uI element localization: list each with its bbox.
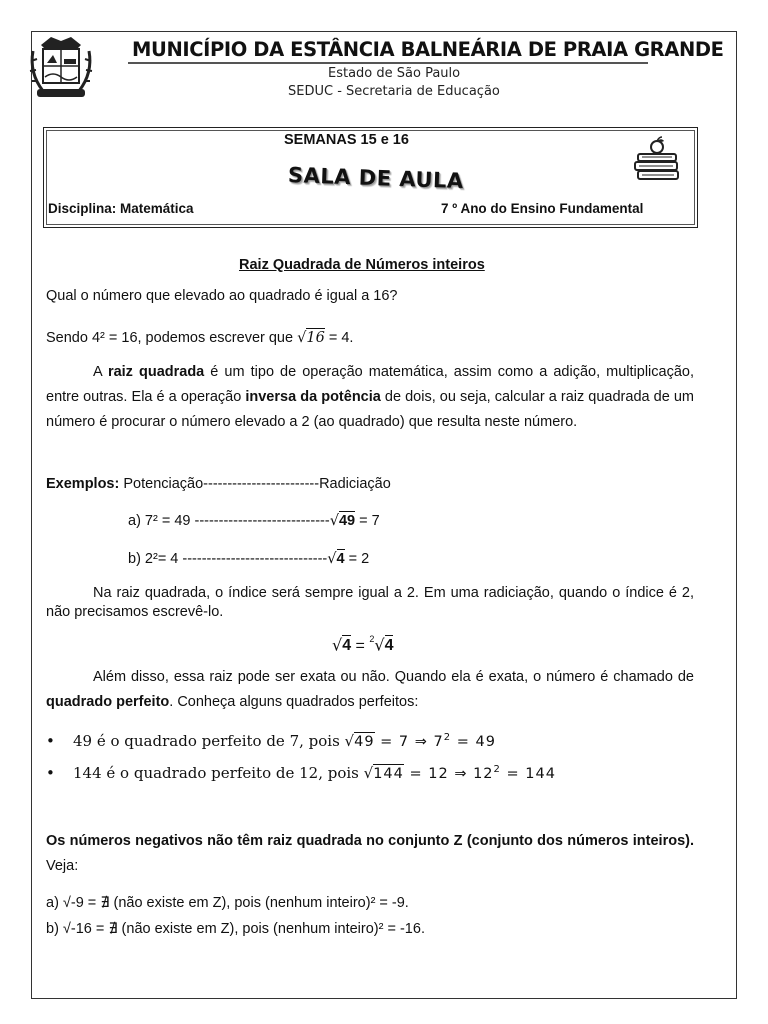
negatives-bold: Os números negativos não têm raiz quadrada no conjunto Z (conjunto dos números inteiros). bbox=[46, 833, 694, 849]
sqrt-symbol: √ bbox=[332, 635, 343, 655]
bullet-icon: • bbox=[46, 764, 55, 782]
negative-example-a: a) √-9 = ∄ (não existe em Z), pois (nenhum inteiro)² = -9. bbox=[46, 895, 409, 911]
subject-label: Disciplina: Matemática bbox=[48, 201, 194, 216]
bullet-radicand: 144 bbox=[373, 766, 404, 782]
sqrt-symbol: √ bbox=[297, 330, 307, 346]
p3-c: . Conheça alguns quadrados perfeitos: bbox=[169, 694, 419, 710]
list-item bbox=[46, 732, 496, 750]
p1-bold-inversa: inversa da potência bbox=[245, 389, 381, 405]
weeks-label: SEMANAS 15 e 16 bbox=[284, 132, 409, 148]
ex-a-post: = 7 bbox=[355, 513, 380, 529]
paragraph-raiz-quadrada bbox=[46, 360, 694, 435]
sendo-post: = 4. bbox=[324, 330, 354, 346]
paragraph-negativos bbox=[46, 829, 694, 879]
bullet-exponent: 2 bbox=[493, 764, 501, 775]
examples-line bbox=[46, 472, 391, 497]
example-a bbox=[128, 509, 380, 534]
municipal-crest-logo bbox=[27, 31, 95, 103]
negative-example-b: b) √-16 = ∄ (não existe em Z), pois (nenhum inteiro)² = -16. bbox=[46, 921, 425, 937]
p1-a: A bbox=[93, 364, 108, 380]
list-item bbox=[46, 764, 556, 782]
state-name: Estado de São Paulo bbox=[328, 66, 461, 81]
example-b bbox=[128, 547, 369, 572]
bullet-exponent: 2 bbox=[443, 732, 452, 743]
books-apple-icon bbox=[632, 136, 682, 182]
root-index: 2 bbox=[369, 634, 375, 644]
sendo-radicand: 16 bbox=[306, 330, 325, 346]
bullet-radicand: 49 bbox=[354, 734, 375, 750]
municipality-title: MUNICÍPIO DA ESTÂNCIA BALNEÁRIA DE PRAIA GRANDE bbox=[132, 38, 724, 61]
bullet-math: = 12 ⇒ 12 bbox=[403, 766, 494, 782]
lesson-title: Raiz Quadrada de Números inteiros bbox=[239, 257, 485, 273]
ex-b-pre: b) 2²= 4 ------------------------------ bbox=[128, 551, 328, 567]
bullet-text: 144 é o quadrado perfeito de 12, pois bbox=[73, 764, 364, 782]
p1-c: é um tipo de operação matemática, assim como a adição, multiplicação, entre outras. Ela é a operação bbox=[46, 364, 695, 405]
examples-label: Exemplos: bbox=[46, 476, 120, 492]
ex-b-radicand: 4 bbox=[336, 551, 345, 567]
index-eq-equals: = bbox=[351, 637, 370, 655]
ex-b-post: = 2 bbox=[344, 551, 370, 567]
classroom-banner: SALA DE AULA bbox=[287, 163, 465, 194]
ex-a-radicand: 49 bbox=[338, 513, 356, 529]
index-equation bbox=[332, 629, 393, 658]
sqrt-symbol: √ bbox=[327, 551, 337, 567]
p1-e: de dois, ou seja, calcular a raiz quadrada de um número é procurar o número elevado a 2 (ao quadrado) que resulta neste número. bbox=[46, 389, 694, 430]
paragraph-quadrado-perfeito bbox=[46, 665, 694, 715]
department-name: SEDUC - Secretaria de Educação bbox=[288, 84, 500, 99]
p1-bold-raiz: raiz quadrada bbox=[107, 364, 205, 380]
sqrt-symbol: √ bbox=[374, 635, 385, 655]
index-eq-right: 4 bbox=[384, 637, 394, 655]
bullet-math: = 7 ⇒ 7 bbox=[374, 734, 444, 750]
p3-bold: quadrado perfeito bbox=[46, 694, 170, 710]
sqrt-symbol: √ bbox=[363, 764, 374, 782]
letterhead-rule bbox=[128, 62, 648, 64]
index-eq-left: 4 bbox=[342, 637, 352, 655]
bullet-tail: = 144 bbox=[500, 766, 556, 782]
bullet-text: 49 é o quadrado perfeito de 7, pois bbox=[73, 732, 345, 750]
ex-a-pre: a) 7² = 49 ---------------------------- bbox=[128, 513, 330, 529]
bullet-tail: = 49 bbox=[451, 734, 496, 750]
p3-a: Além disso, essa raiz pode ser exata ou não. Quando ela é exata, o número é chamado de bbox=[93, 669, 694, 685]
paragraph-indice: Na raiz quadrada, o índice será sempre igual a 2. Em uma radiciação, quando o índice é 2, não precisamos escrevê-lo. bbox=[46, 585, 694, 620]
sqrt-symbol: √ bbox=[344, 732, 355, 750]
sendo-pre: Sendo 4² = 16, podemos escrever que bbox=[46, 330, 298, 346]
grade-label: 7 º Ano do Ensino Fundamental bbox=[441, 201, 644, 216]
sendo-line bbox=[46, 326, 353, 351]
bullet-icon: • bbox=[46, 732, 55, 750]
sqrt-symbol: √ bbox=[329, 513, 339, 529]
negatives-rest: Veja: bbox=[46, 858, 79, 874]
question-text: Qual o número que elevado ao quadrado é igual a 16? bbox=[46, 288, 398, 304]
examples-text: Potenciação------------------------Radiciação bbox=[119, 476, 391, 492]
